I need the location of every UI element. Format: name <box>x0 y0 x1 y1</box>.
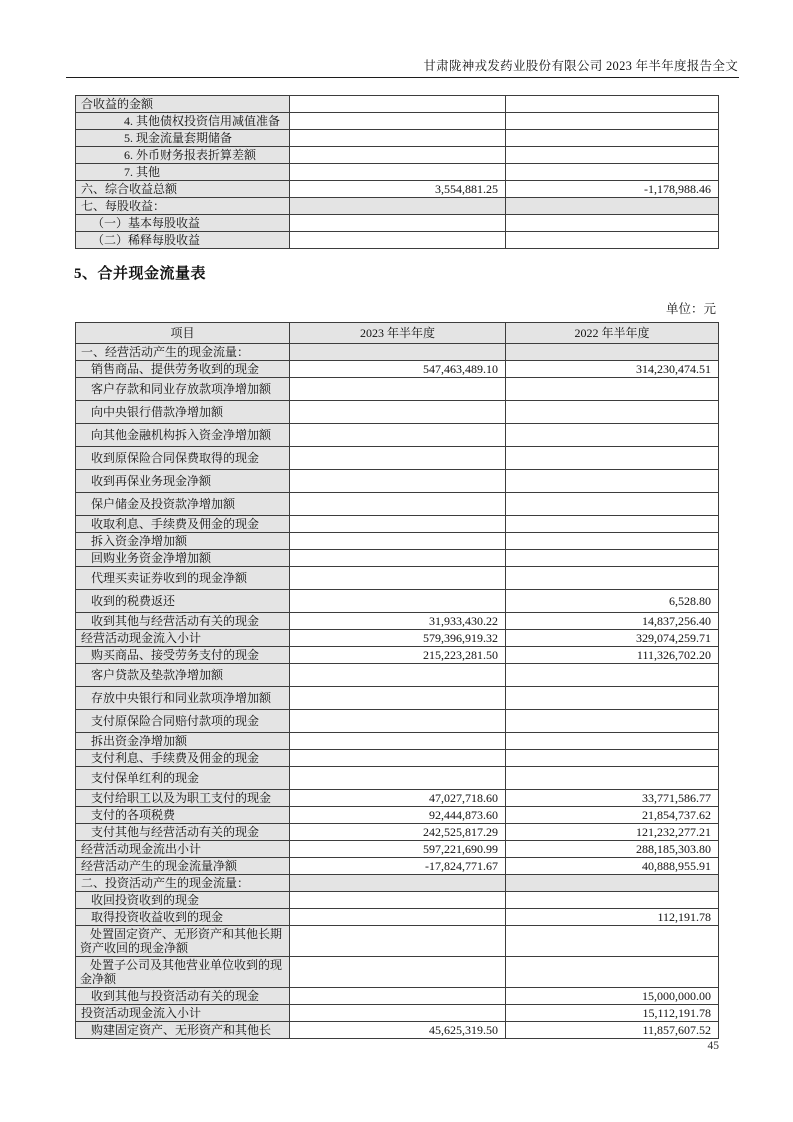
table-row <box>76 198 719 215</box>
value-2023 <box>290 198 506 215</box>
value-2022 <box>506 232 719 249</box>
row-label: 经营活动现金流出小计 <box>76 841 290 858</box>
value-2022 <box>506 113 719 130</box>
table-row <box>76 1022 719 1039</box>
value-2023 <box>290 96 506 113</box>
table-row <box>76 516 719 533</box>
row-label: 客户存款和同业存放款项净增加额 <box>76 378 290 401</box>
row-label: 投资活动现金流入小计 <box>76 1005 290 1022</box>
value-2023 <box>290 892 506 909</box>
table-row <box>76 493 719 516</box>
value-2023: 47,027,718.60 <box>290 790 506 807</box>
table-row <box>76 232 719 249</box>
value-2023: 45,625,319.50 <box>290 1022 506 1039</box>
table-row <box>76 988 719 1005</box>
value-2022 <box>506 198 719 215</box>
value-2022 <box>506 533 719 550</box>
value-2023: 242,525,817.29 <box>290 824 506 841</box>
value-2023 <box>290 1005 506 1022</box>
value-2022 <box>506 664 719 687</box>
table-row <box>76 344 719 361</box>
value-2023: 3,554,881.25 <box>290 181 506 198</box>
row-label: （二）稀释每股收益 <box>76 232 290 249</box>
row-label: 二、投资活动产生的现金流量： <box>76 875 290 892</box>
value-2022 <box>506 875 719 892</box>
table-row <box>76 710 719 733</box>
row-label: 七、每股收益： <box>76 198 290 215</box>
value-2022 <box>506 567 719 590</box>
row-label: 处置固定资产、无形资产和其他长期资产收回的现金净额 <box>76 926 290 957</box>
value-2023 <box>290 424 506 447</box>
table-row <box>76 401 719 424</box>
value-2022 <box>506 687 719 710</box>
value-2023 <box>290 909 506 926</box>
comprehensive-income-table <box>75 95 719 249</box>
value-2023 <box>290 232 506 249</box>
value-2022: 112,191.78 <box>506 909 719 926</box>
table-row <box>76 470 719 493</box>
value-2023 <box>290 750 506 767</box>
value-2023 <box>290 590 506 613</box>
row-label: 六、综合收益总额 <box>76 181 290 198</box>
value-2022: 288,185,303.80 <box>506 841 719 858</box>
value-2023 <box>290 215 506 232</box>
row-label: 收到再保业务现金净额 <box>76 470 290 493</box>
table-row <box>76 550 719 567</box>
value-2023 <box>290 493 506 516</box>
value-2023 <box>290 664 506 687</box>
value-2023 <box>290 378 506 401</box>
table-row <box>76 733 719 750</box>
row-label: 6. 外币财务报表折算差额 <box>76 147 290 164</box>
value-2023 <box>290 710 506 733</box>
row-label: 购建固定资产、无形资产和其他长 <box>76 1022 290 1039</box>
value-2023 <box>290 447 506 470</box>
table-row <box>76 790 719 807</box>
header-rule <box>66 77 739 78</box>
column-header-2022: 2022 年半年度 <box>506 323 719 344</box>
row-label: 处置子公司及其他营业单位收到的现金净额 <box>76 957 290 988</box>
value-2023 <box>290 687 506 710</box>
value-2022 <box>506 892 719 909</box>
row-label: 4. 其他债权投资信用减值准备 <box>76 113 290 130</box>
value-2022: 6,528.80 <box>506 590 719 613</box>
value-2022 <box>506 378 719 401</box>
value-2022 <box>506 750 719 767</box>
value-2022 <box>506 447 719 470</box>
table-row <box>76 113 719 130</box>
value-2022: 15,000,000.00 <box>506 988 719 1005</box>
value-2023 <box>290 344 506 361</box>
table-row <box>76 664 719 687</box>
row-label: 支付的各项税费 <box>76 807 290 824</box>
row-label: 收到原保险合同保费取得的现金 <box>76 447 290 470</box>
value-2022 <box>506 96 719 113</box>
cashflow-table <box>75 322 719 1039</box>
table-row <box>76 361 719 378</box>
table-row <box>76 130 719 147</box>
value-2023: 547,463,489.10 <box>290 361 506 378</box>
row-label: 5. 现金流量套期储备 <box>76 130 290 147</box>
value-2023 <box>290 401 506 424</box>
row-label: 经营活动现金流入小计 <box>76 630 290 647</box>
row-label: 代理买卖证券收到的现金净额 <box>76 567 290 590</box>
value-2023 <box>290 988 506 1005</box>
unit-label: 单位：元 <box>665 302 716 316</box>
table-row <box>76 447 719 470</box>
row-label: （一）基本每股收益 <box>76 215 290 232</box>
row-label: 收到其他与投资活动有关的现金 <box>76 988 290 1005</box>
table-row <box>76 533 719 550</box>
row-label: 拆出资金净增加额 <box>76 733 290 750</box>
row-label: 收取利息、手续费及佣金的现金 <box>76 516 290 533</box>
value-2022 <box>506 401 719 424</box>
table-row <box>76 824 719 841</box>
value-2022: 329,074,259.71 <box>506 630 719 647</box>
column-header-2023: 2023 年半年度 <box>290 323 506 344</box>
value-2023 <box>290 550 506 567</box>
table-row <box>76 567 719 590</box>
value-2022 <box>506 516 719 533</box>
section-title: 5、合并现金流量表 <box>74 266 207 282</box>
value-2022: 40,888,955.91 <box>506 858 719 875</box>
page-number: 45 <box>707 1040 719 1052</box>
value-2023 <box>290 113 506 130</box>
table-header-row <box>76 323 719 344</box>
row-label: 收回投资收到的现金 <box>76 892 290 909</box>
table-row <box>76 858 719 875</box>
table-row <box>76 909 719 926</box>
row-label: 支付给职工以及为职工支付的现金 <box>76 790 290 807</box>
table-row <box>76 767 719 790</box>
value-2022 <box>506 147 719 164</box>
table-row <box>76 687 719 710</box>
value-2023: -17,824,771.67 <box>290 858 506 875</box>
value-2023: 215,223,281.50 <box>290 647 506 664</box>
value-2022 <box>506 926 719 957</box>
value-2023: 579,396,919.32 <box>290 630 506 647</box>
value-2022: 314,230,474.51 <box>506 361 719 378</box>
value-2022 <box>506 493 719 516</box>
value-2023 <box>290 733 506 750</box>
table-row <box>76 647 719 664</box>
table-row <box>76 96 719 113</box>
value-2023 <box>290 470 506 493</box>
value-2022 <box>506 344 719 361</box>
value-2023: 31,933,430.22 <box>290 613 506 630</box>
value-2023 <box>290 767 506 790</box>
value-2022 <box>506 424 719 447</box>
row-label: 销售商品、提供劳务收到的现金 <box>76 361 290 378</box>
row-label: 7. 其他 <box>76 164 290 181</box>
value-2022: 14,837,256.40 <box>506 613 719 630</box>
table-row <box>76 926 719 957</box>
row-label: 合收益的金额 <box>76 96 290 113</box>
row-label: 向中央银行借款净增加额 <box>76 401 290 424</box>
row-label: 一、经营活动产生的现金流量： <box>76 344 290 361</box>
table-row <box>76 424 719 447</box>
row-label: 向其他金融机构拆入资金净增加额 <box>76 424 290 447</box>
value-2022: -1,178,988.46 <box>506 181 719 198</box>
value-2023: 92,444,873.60 <box>290 807 506 824</box>
row-label: 支付其他与经营活动有关的现金 <box>76 824 290 841</box>
value-2023: 597,221,690.99 <box>290 841 506 858</box>
value-2023 <box>290 875 506 892</box>
row-label: 回购业务资金净增加额 <box>76 550 290 567</box>
page-header-title: 甘肃陇神戎发药业股份有限公司 2023 年半年度报告全文 <box>423 59 738 73</box>
table-row <box>76 841 719 858</box>
value-2022: 121,232,277.21 <box>506 824 719 841</box>
row-label: 存放中央银行和同业款项净增加额 <box>76 687 290 710</box>
value-2023 <box>290 957 506 988</box>
table-row <box>76 164 719 181</box>
value-2022: 111,326,702.20 <box>506 647 719 664</box>
value-2022 <box>506 733 719 750</box>
value-2022 <box>506 710 719 733</box>
value-2022: 21,854,737.62 <box>506 807 719 824</box>
row-label: 经营活动产生的现金流量净额 <box>76 858 290 875</box>
table-row <box>76 147 719 164</box>
table-row <box>76 750 719 767</box>
column-header-item: 项目 <box>76 323 290 344</box>
value-2022: 11,857,607.52 <box>506 1022 719 1039</box>
table-row <box>76 181 719 198</box>
row-label: 保户储金及投资款净增加额 <box>76 493 290 516</box>
row-label: 支付保单红利的现金 <box>76 767 290 790</box>
table-row <box>76 875 719 892</box>
table-row <box>76 215 719 232</box>
table-row <box>76 807 719 824</box>
value-2022 <box>506 164 719 181</box>
value-2022: 33,771,586.77 <box>506 790 719 807</box>
value-2023 <box>290 926 506 957</box>
table-row <box>76 378 719 401</box>
value-2023 <box>290 130 506 147</box>
value-2023 <box>290 533 506 550</box>
row-label: 拆入资金净增加额 <box>76 533 290 550</box>
value-2022 <box>506 130 719 147</box>
row-label: 客户贷款及垫款净增加额 <box>76 664 290 687</box>
table-row <box>76 590 719 613</box>
value-2022 <box>506 957 719 988</box>
value-2022 <box>506 470 719 493</box>
table-row <box>76 957 719 988</box>
row-label: 取得投资收益收到的现金 <box>76 909 290 926</box>
table-row <box>76 892 719 909</box>
value-2022 <box>506 767 719 790</box>
row-label: 支付利息、手续费及佣金的现金 <box>76 750 290 767</box>
table-row <box>76 613 719 630</box>
value-2022 <box>506 550 719 567</box>
value-2023 <box>290 147 506 164</box>
value-2022: 15,112,191.78 <box>506 1005 719 1022</box>
table-row <box>76 1005 719 1022</box>
value-2023 <box>290 516 506 533</box>
table-row <box>76 630 719 647</box>
value-2022 <box>506 215 719 232</box>
row-label: 收到其他与经营活动有关的现金 <box>76 613 290 630</box>
row-label: 购买商品、接受劳务支付的现金 <box>76 647 290 664</box>
row-label: 支付原保险合同赔付款项的现金 <box>76 710 290 733</box>
row-label: 收到的税费返还 <box>76 590 290 613</box>
value-2023 <box>290 164 506 181</box>
value-2023 <box>290 567 506 590</box>
